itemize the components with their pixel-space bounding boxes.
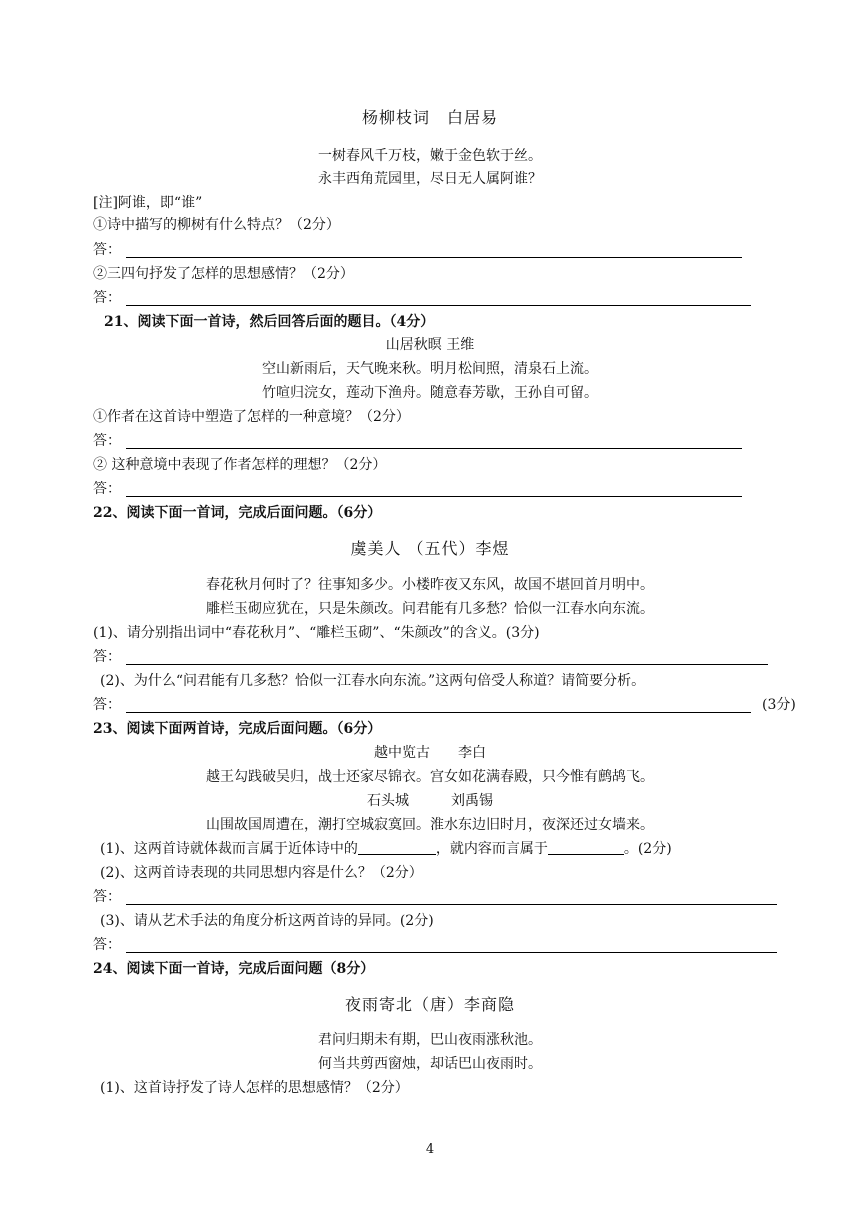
- q24-heading: 24、阅读下面一首诗，完成后面问题（8分）: [93, 961, 375, 977]
- q23-question-1-text: (1)、这两首诗就体裁而言属于近体诗中的: [100, 841, 358, 857]
- answer-line[interactable]: [126, 496, 742, 497]
- poem1-note: [注]阿谁，即“谁”: [93, 195, 203, 211]
- poem1-line2: 永丰西角荒园里，尽日无人属阿谁？: [318, 171, 542, 187]
- q23-poem-b-line: 山围故国周遭在，潮打空城寂寞回。淮水东边旧时月，夜深还过女墙来。: [206, 817, 654, 833]
- fill-blank-content[interactable]: [548, 839, 624, 855]
- poem1-question-1: ①诗中描写的柳树有什么特点？（2分）: [93, 217, 340, 233]
- q23-poem-a-line: 越王勾践破吴归，战士还家尽锦衣。宫女如花满春殿，只今惟有鹧鸪飞。: [206, 769, 654, 785]
- answer-label: 答：: [93, 242, 121, 258]
- poem1-line1: 一树春风千万枝，嫩于金色软于丝。: [318, 148, 542, 164]
- q23-question-1-text: ，就内容而言属于: [435, 841, 548, 857]
- answer-line[interactable]: [126, 712, 751, 713]
- q22-question-2-score: (3分): [762, 697, 796, 713]
- poem1-title: 杨柳枝词 白居易: [361, 108, 498, 127]
- q22-poem-line1: 春花秋月何时了？往事知多少。小楼昨夜又东风，故国不堪回首月明中。: [206, 577, 654, 593]
- q23-poem-a-title: 越中览古 李白: [374, 745, 486, 761]
- answer-label: 答：: [93, 481, 121, 497]
- q22-poem-title: 虞美人 （五代）李煜: [350, 539, 510, 558]
- q21-question-1: ①作者在这首诗中塑造了怎样的一种意境？（2分）: [93, 409, 410, 425]
- answer-label: 答：: [93, 290, 121, 306]
- q23-question-1: [100, 839, 672, 859]
- answer-label: 答：: [93, 697, 121, 713]
- poem1-question-2: ②三四句抒发了怎样的思想感情？（2分）: [93, 266, 354, 282]
- answer-label: 答：: [93, 433, 121, 449]
- answer-line[interactable]: [126, 664, 768, 665]
- answer-line[interactable]: [126, 952, 777, 953]
- q23-question-2: (2)、这两首诗表现的共同思想内容是什么？（2分）: [100, 865, 423, 881]
- q24-poem-line1: 君问归期未有期，巴山夜雨涨秋池。: [318, 1032, 542, 1048]
- answer-line[interactable]: [126, 305, 751, 306]
- q22-poem-line2: 雕栏玉砌应犹在，只是朱颜改。问君能有几多愁？恰似一江春水向东流。: [206, 601, 654, 617]
- q24-poem-title: 夜雨寄北（唐）李商隐: [344, 995, 515, 1014]
- answer-label: 答：: [93, 889, 121, 905]
- q21-poem-title: 山居秋暝 王维: [385, 337, 475, 353]
- page-number: 4: [425, 1142, 435, 1157]
- q23-poem-b-title: 石头城 刘禹锡: [367, 793, 493, 809]
- q23-question-3: (3)、请从艺术手法的角度分析这两首诗的异同。(2分): [100, 913, 434, 929]
- answer-line[interactable]: [126, 904, 777, 905]
- q21-heading: 21、阅读下面一首诗，然后回答后面的题目。（4分）: [104, 314, 435, 330]
- q21-poem-line1: 空山新雨后，天气晚来秋。明月松间照，清泉石上流。: [262, 361, 598, 377]
- q22-heading: 22、阅读下面一首词，完成后面问题。（6分）: [93, 505, 382, 521]
- answer-label: 答：: [93, 937, 121, 953]
- q24-poem-line2: 何当共剪西窗烛，却话巴山夜雨时。: [318, 1056, 542, 1072]
- answer-line[interactable]: [126, 448, 742, 449]
- q23-heading: 23、阅读下面两首诗，完成后面问题。（6分）: [93, 721, 382, 737]
- q22-question-2: (2)、为什么“问君能有几多愁？恰似一江春水向东流。”这两句倍受人称道？请简要分析。: [100, 673, 646, 689]
- q21-poem-line2: 竹喧归浣女，莲动下渔舟。随意春芳歇，王孙自可留。: [262, 385, 598, 401]
- answer-line[interactable]: [126, 257, 742, 258]
- q24-question-1: (1)、这首诗抒发了诗人怎样的思想感情？（2分）: [100, 1080, 409, 1096]
- fill-blank-genre[interactable]: [358, 839, 436, 855]
- q21-question-2: ② 这种意境中表现了作者怎样的理想？（2分）: [93, 457, 387, 473]
- q23-question-1-text: 。(2分): [623, 841, 672, 857]
- q22-question-1: (1)、请分别指出词中“春花秋月”、“雕栏玉砌”、“朱颜改”的含义。(3分): [93, 625, 540, 641]
- answer-label: 答：: [93, 649, 121, 665]
